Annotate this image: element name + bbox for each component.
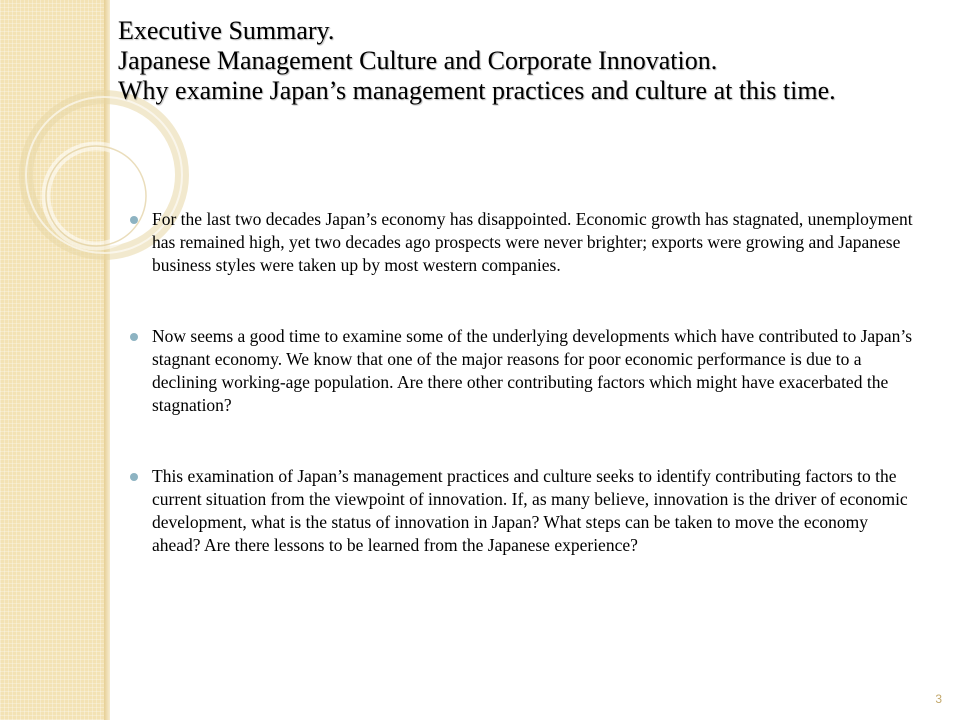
title-line-1: Executive Summary. xyxy=(118,16,335,45)
bullet-dot-icon xyxy=(130,216,138,224)
bullet-item xyxy=(130,325,920,417)
bullet-text: This examination of Japan’s management practices and culture seeks to identify contributing factors to the current situation from the viewpoint of innovation. If, as many believe, innovation is the driver of economic development, what is the status of innovation in Japan? What steps can be taken to move the economy ahead? Are there lessons to be learned from the Japanese experience? xyxy=(152,466,908,555)
bullet-dot-icon xyxy=(130,473,138,481)
slide-title xyxy=(118,16,938,106)
bullet-list xyxy=(130,208,920,557)
bullet-dot-icon xyxy=(130,333,138,341)
bullet-item xyxy=(130,208,920,277)
bullet-text: Now seems a good time to examine some of the underlying developments which have contributed to Japan’s stagnant economy. We know that one of the major reasons for poor economic performance is due to a declining working-age population. Are there other contributing factors which might have exacerbated the stagnation? xyxy=(152,326,913,415)
bullet-text: For the last two decades Japan’s economy has disappointed. Economic growth has stagnated, unemployment has remained high, yet two decades ago prospects were never brighter; exports were growing and Japanese business styles were taken up by most western companies. xyxy=(152,209,913,275)
page-number: 3 xyxy=(935,692,942,706)
title-line-2: Japanese Management Culture and Corporate Innovation. xyxy=(118,46,718,75)
title-line-3: Why examine Japan’s management practices and culture at this time. xyxy=(118,76,836,105)
bullet-item xyxy=(130,465,920,557)
